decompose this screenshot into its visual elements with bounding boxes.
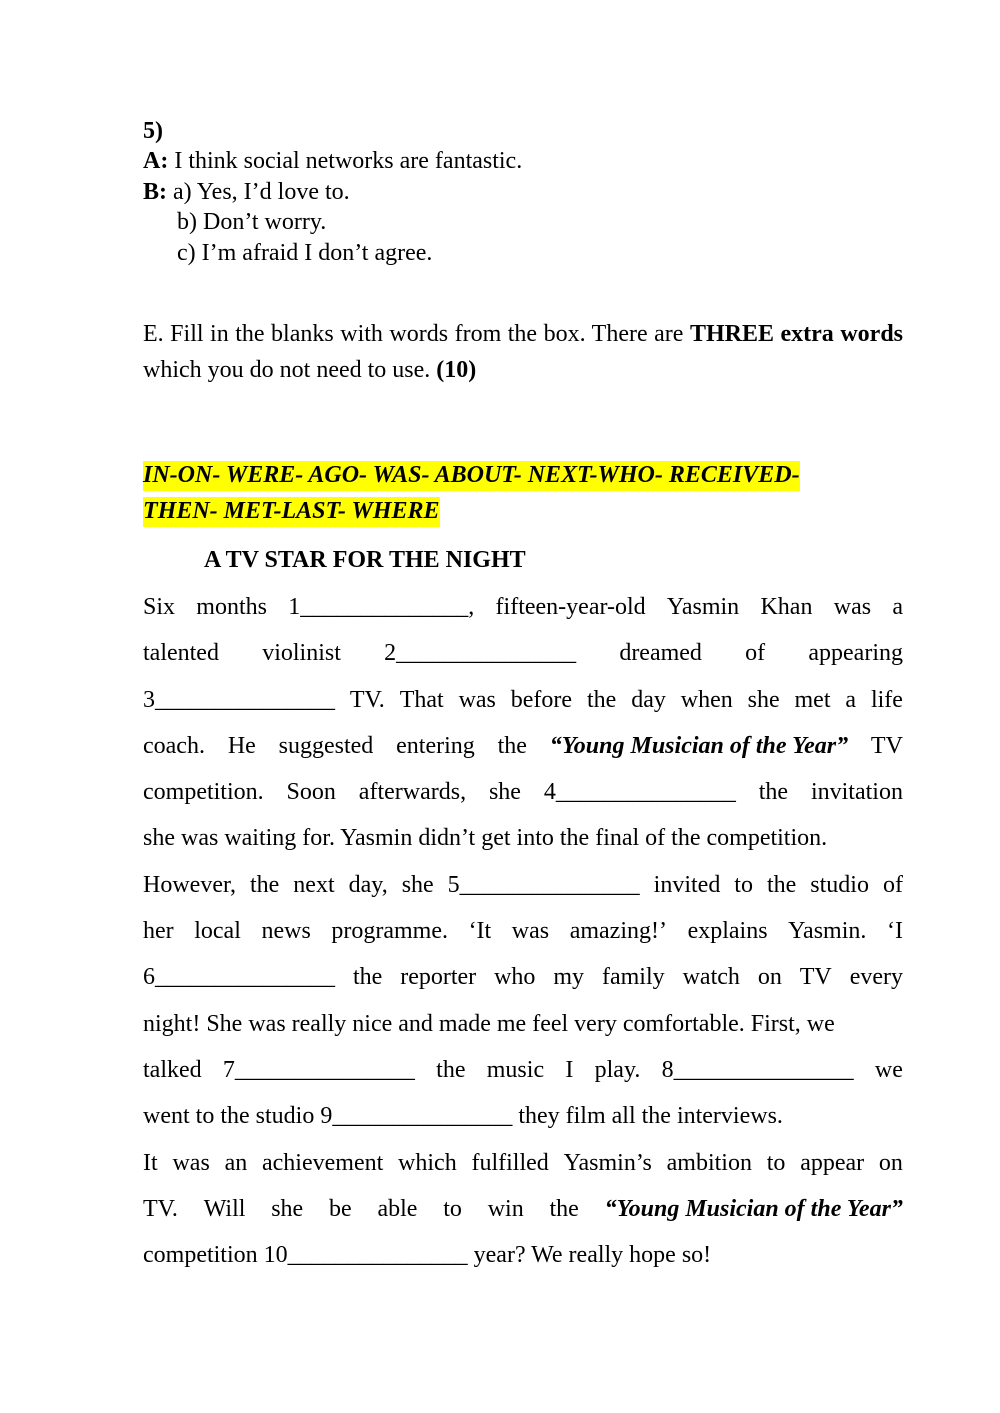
passage-line <box>143 682 903 728</box>
passage-word: coach. <box>143 732 205 759</box>
passage-word: watch <box>682 964 740 991</box>
passage-word: “Young Musician of the Year” <box>604 1195 903 1222</box>
passage-word: local <box>194 918 241 945</box>
passage-word: violinist <box>262 640 341 667</box>
passage-word: I <box>565 1056 574 1083</box>
passage-line <box>143 1145 903 1191</box>
passage-word: talked <box>143 1056 202 1083</box>
passage-word: Six <box>143 594 176 620</box>
passage-word: ‘It <box>468 918 492 945</box>
answer-blank: 7_______________ <box>222 1056 415 1083</box>
passage-word: she <box>488 779 521 806</box>
passage-word: next <box>293 871 335 898</box>
passage-word: to <box>443 1195 462 1222</box>
question-number: 5) <box>143 118 163 144</box>
passage-word: news <box>261 918 311 945</box>
passage-word: met <box>794 686 831 713</box>
passage-word: when <box>680 686 733 713</box>
passage-line <box>143 635 903 681</box>
section-e-instruction <box>143 316 903 388</box>
passage-word: the <box>352 964 383 991</box>
passage-word: months <box>196 594 267 620</box>
passage-line <box>143 820 903 866</box>
passage-word: programme. <box>331 918 448 945</box>
passage-word: family <box>601 964 665 991</box>
word-box <box>143 457 903 529</box>
passage-word: fifteen-year-old <box>495 594 646 620</box>
passage-word: entering <box>396 732 475 759</box>
passage-line <box>143 867 903 913</box>
passage-word: an <box>224 1149 248 1176</box>
passage-word: to <box>766 1149 786 1176</box>
passage-word: dreamed <box>619 640 702 667</box>
passage-word: play. <box>594 1056 641 1083</box>
answer-blank: 2_______________ <box>384 640 577 667</box>
points-label: (10) <box>436 357 477 383</box>
passage-word: a <box>892 594 903 620</box>
passage-word: on <box>878 1149 903 1176</box>
passage-word: the <box>586 686 617 713</box>
passage-word: before <box>510 686 573 713</box>
passage-word: reporter <box>400 964 477 991</box>
instruction-text: which you do not need to use. <box>143 357 431 383</box>
passage-word: TV <box>870 732 903 759</box>
passage-word: she <box>747 686 780 713</box>
passage-word: fulfilled <box>471 1149 549 1176</box>
passage-title: A TV STAR FOR THE NIGHT <box>204 547 526 573</box>
passage-word: invitation <box>810 779 903 806</box>
dialogue-line-a <box>143 146 522 176</box>
passage-word: music <box>486 1056 545 1083</box>
passage-line <box>143 1191 903 1237</box>
passage-word: on <box>757 964 782 991</box>
option-b: b) Don’t worry. <box>177 209 327 235</box>
passage-word: the <box>497 732 527 759</box>
passage-word: win <box>487 1195 524 1222</box>
passage-word: “Young Musician of the Year” <box>549 732 849 759</box>
passage-text: competition 10_______________ year? We really hope so! <box>143 1242 712 1269</box>
instruction-emphasis: words <box>840 321 903 347</box>
passage-word: It <box>143 1149 158 1176</box>
answer-blank: 6_______________ <box>143 964 335 991</box>
passage-word: appear <box>800 1149 865 1176</box>
passage-word: she <box>271 1195 304 1222</box>
word-box-line: IN-ON- WERE- AGO- WAS- ABOUT- NEXT-WHO- RECEIVED- <box>143 461 800 491</box>
passage-word: TV <box>799 964 832 991</box>
passage-word: every <box>849 964 903 991</box>
passage-line <box>143 913 903 959</box>
passage-word: the <box>766 871 797 898</box>
passage-word: However, <box>143 871 236 898</box>
passage-word: was <box>458 686 496 713</box>
passage-line <box>143 728 903 774</box>
passage-text: night! She was really nice and made me feel very comfortable. First, we <box>143 1010 835 1037</box>
passage-word: day, <box>348 871 388 898</box>
passage-word: Khan <box>760 594 813 620</box>
passage-line <box>143 1052 903 1098</box>
answer-blank: 4_______________ <box>543 779 736 806</box>
passage-word: able <box>377 1195 418 1222</box>
passage-word: of <box>882 871 903 898</box>
option-a: a) Yes, I’d love to. <box>173 179 350 205</box>
passage-word: was <box>172 1149 210 1176</box>
passage-word: to <box>734 871 753 898</box>
passage-word: she <box>401 871 434 898</box>
passage-word: invited <box>653 871 721 898</box>
passage-word: ‘I <box>886 918 903 945</box>
passage-word: who <box>494 964 536 991</box>
passage-word: amazing!’ <box>569 918 667 945</box>
passage-text: she was waiting for. Yasmin didn’t get into the final of the competition. <box>143 825 828 852</box>
word-box-line: THEN- MET-LAST- WHERE <box>143 497 440 527</box>
passage-word: we <box>874 1056 903 1083</box>
passage-line <box>143 1098 903 1144</box>
dialogue-line-b <box>143 177 350 207</box>
answer-blank: 8_______________ <box>661 1056 854 1083</box>
passage-word: a <box>845 686 857 713</box>
passage-word: TV. <box>143 1195 178 1222</box>
answer-blank: 5_______________ <box>447 871 640 898</box>
passage-word: life <box>870 686 903 713</box>
passage-line <box>143 589 903 635</box>
speaker-b-label: B: <box>143 179 167 205</box>
passage-word: the <box>758 779 789 806</box>
passage-word: He <box>227 732 256 759</box>
passage-word: Will <box>203 1195 246 1222</box>
passage-word: achievement <box>262 1149 384 1176</box>
speaker-a-text: I think social networks are fantastic. <box>174 148 523 174</box>
passage-word: competition. <box>143 779 264 806</box>
passage-word: be <box>329 1195 352 1222</box>
passage-word: the <box>436 1056 466 1083</box>
passage-word: Yasmin. <box>788 918 867 945</box>
speaker-a-label: A: <box>143 148 169 174</box>
passage-word: was <box>833 594 872 620</box>
passage-word: her <box>143 918 174 945</box>
passage-word: afterwards, <box>358 779 467 806</box>
passage-line <box>143 1237 903 1283</box>
passage-line <box>143 1006 903 1052</box>
passage-body <box>143 589 903 1283</box>
passage-word: TV. <box>349 686 385 713</box>
passage-word: suggested <box>278 732 374 759</box>
passage-word: which <box>398 1149 457 1176</box>
passage-word: appearing <box>808 640 903 667</box>
passage-word: day <box>631 686 666 713</box>
passage-line <box>143 774 903 820</box>
passage-word: studio <box>810 871 869 898</box>
answer-blank: 1______________, <box>288 594 475 620</box>
passage-text: went to the studio 9_______________ they film all the interviews. <box>143 1103 783 1130</box>
passage-word: my <box>553 964 585 991</box>
passage-word: was <box>511 918 550 945</box>
passage-word: Yasmin’s <box>563 1149 652 1176</box>
instruction-emphasis: THREE extra <box>689 321 834 347</box>
option-c: c) I’m afraid I don’t agree. <box>177 240 433 266</box>
passage-word: talented <box>143 640 219 667</box>
passage-word: That <box>399 686 444 713</box>
passage-word: Yasmin <box>666 594 740 620</box>
passage-word: the <box>249 871 280 898</box>
passage-word: explains <box>687 918 768 945</box>
passage-word: of <box>745 640 766 667</box>
passage-word: the <box>549 1195 579 1222</box>
passage-word: ambition <box>666 1149 752 1176</box>
instruction-text: E. Fill in the blanks with words from the box. There are <box>143 321 684 347</box>
answer-blank: 3_______________ <box>143 686 335 713</box>
passage-line <box>143 959 903 1005</box>
passage-word: Soon <box>286 779 336 806</box>
